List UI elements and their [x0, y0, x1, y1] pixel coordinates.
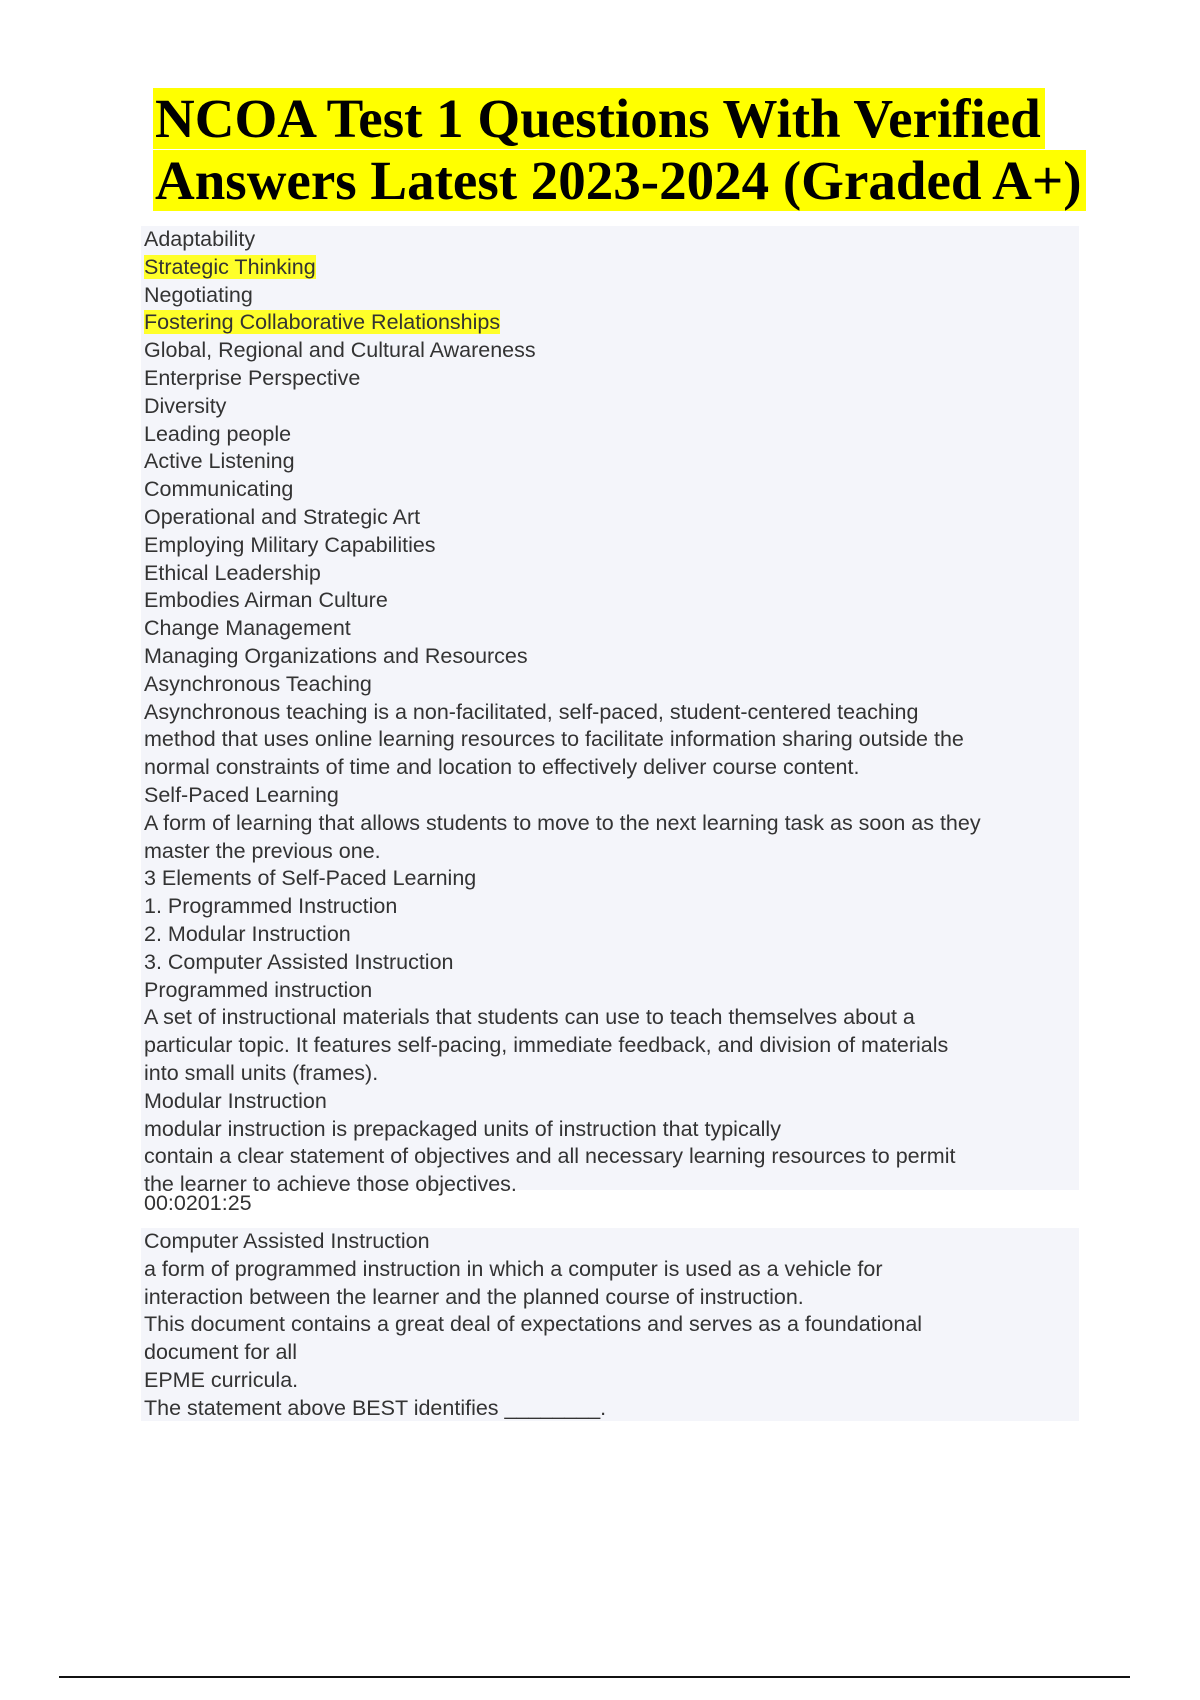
text-line — [141, 1228, 1079, 1256]
line-text: Communicating — [144, 477, 294, 502]
line-text: Active Listening — [144, 449, 295, 474]
text-line — [141, 893, 1079, 921]
line-text: Employing Military Capabilities — [144, 532, 436, 557]
text-line — [141, 615, 1079, 643]
line-text: The statement above BEST identifies ________. — [144, 1395, 607, 1420]
line-text: interaction between the learner and the planned course of instruction. — [144, 1284, 804, 1309]
page-footer-rule — [59, 1676, 1130, 1678]
highlighted-text: Fostering Collaborative Relationships — [144, 310, 501, 335]
text-line — [141, 254, 1079, 282]
text-line — [141, 309, 1079, 337]
text-line — [141, 643, 1079, 671]
text-line — [141, 393, 1079, 421]
line-text: method that uses online learning resources to facilitate information sharing outside the — [144, 727, 964, 752]
line-text: Operational and Strategic Art — [144, 504, 421, 529]
line-text: document for all — [144, 1340, 297, 1365]
text-line — [141, 1116, 1079, 1144]
text-line — [141, 810, 1079, 838]
line-text: Enterprise Perspective — [144, 365, 361, 390]
line-text: EPME curricula. — [144, 1367, 299, 1392]
text-line — [141, 448, 1079, 476]
text-line — [141, 1256, 1079, 1284]
line-text: contain a clear statement of objectives and all necessary learning resources to permit — [144, 1144, 956, 1169]
line-text: particular topic. It features self-pacing, immediate feedback, and division of materials — [144, 1033, 949, 1058]
text-line — [141, 949, 1079, 977]
text-line — [141, 977, 1079, 1005]
text-line — [141, 1171, 1079, 1199]
line-text: Negotiating — [144, 282, 253, 307]
line-text: Change Management — [144, 616, 351, 641]
line-text: Asynchronous teaching is a non-facilitated, self-paced, student-centered teaching — [144, 699, 919, 724]
text-line — [141, 726, 1079, 754]
line-text: Self-Paced Learning — [144, 782, 339, 807]
line-text: Global, Regional and Cultural Awareness — [144, 338, 536, 363]
text-line — [141, 560, 1079, 588]
text-line — [141, 1395, 1079, 1423]
highlighted-text: Strategic Thinking — [144, 254, 316, 279]
text-line — [141, 1088, 1079, 1116]
line-text: A set of instructional materials that students can use to teach themselves about a — [144, 1005, 915, 1030]
text-line — [141, 754, 1079, 782]
text-line — [141, 1060, 1079, 1088]
text-line — [141, 1143, 1079, 1171]
text-line — [141, 282, 1079, 310]
line-text: Asynchronous Teaching — [144, 671, 372, 696]
line-text: 3. Computer Assisted Instruction — [144, 949, 454, 974]
line-text: master the previous one. — [144, 838, 381, 863]
line-text: Programmed instruction — [144, 977, 373, 1002]
line-text: Adaptability — [144, 227, 256, 251]
line-text: Computer Assisted Instruction — [144, 1229, 430, 1253]
line-text: A form of learning that allows students to move to the next learning task as soon as they — [144, 810, 981, 835]
title-line-1: NCOA Test 1 Questions With Verified — [153, 88, 1045, 149]
line-text: 3 Elements of Self-Paced Learning — [144, 866, 477, 891]
text-line — [141, 782, 1079, 810]
text-line — [141, 337, 1079, 365]
text-line — [141, 1339, 1079, 1367]
timestamp: 00:0201:25 — [144, 1191, 252, 1215]
line-text: Diversity — [144, 393, 227, 418]
line-text: Managing Organizations and Resources — [144, 643, 528, 668]
text-line — [141, 1032, 1079, 1060]
line-text: This document contains a great deal of expectations and serves as a foundational — [144, 1312, 923, 1337]
line-text: a form of programmed instruction in which a computer is used as a vehicle for — [144, 1256, 883, 1281]
line-text: the learner to achieve those objectives. — [144, 1172, 517, 1197]
text-line — [141, 504, 1079, 532]
title-line-2: Answers Latest 2023-2024 (Graded A+) — [153, 150, 1086, 211]
line-text: Ethical Leadership — [144, 560, 321, 585]
text-line — [141, 1004, 1079, 1032]
line-text: modular instruction is prepackaged units of instruction that typically — [144, 1116, 781, 1141]
line-text: into small units (frames). — [144, 1060, 379, 1085]
text-line — [141, 1311, 1079, 1339]
line-text: Leading people — [144, 421, 292, 446]
text-line — [141, 699, 1079, 727]
text-line — [141, 1284, 1079, 1312]
text-line — [141, 838, 1079, 866]
text-line — [141, 671, 1079, 699]
text-line — [141, 421, 1079, 449]
content-block-1 — [141, 226, 1079, 1197]
text-line — [141, 865, 1079, 893]
line-text: 1. Programmed Instruction — [144, 894, 398, 919]
text-line — [141, 532, 1079, 560]
content-block-2 — [141, 1228, 1079, 1421]
text-line — [141, 1367, 1079, 1395]
text-line — [141, 365, 1079, 393]
line-text: Embodies Airman Culture — [144, 588, 388, 613]
line-text: Modular Instruction — [144, 1088, 327, 1113]
text-line — [141, 476, 1079, 504]
document-title — [153, 88, 1103, 212]
line-text: 2. Modular Instruction — [144, 921, 351, 946]
text-line — [141, 921, 1079, 949]
line-text: normal constraints of time and location to effectively deliver course content. — [144, 755, 860, 780]
text-line — [141, 587, 1079, 615]
text-line — [141, 226, 1079, 254]
